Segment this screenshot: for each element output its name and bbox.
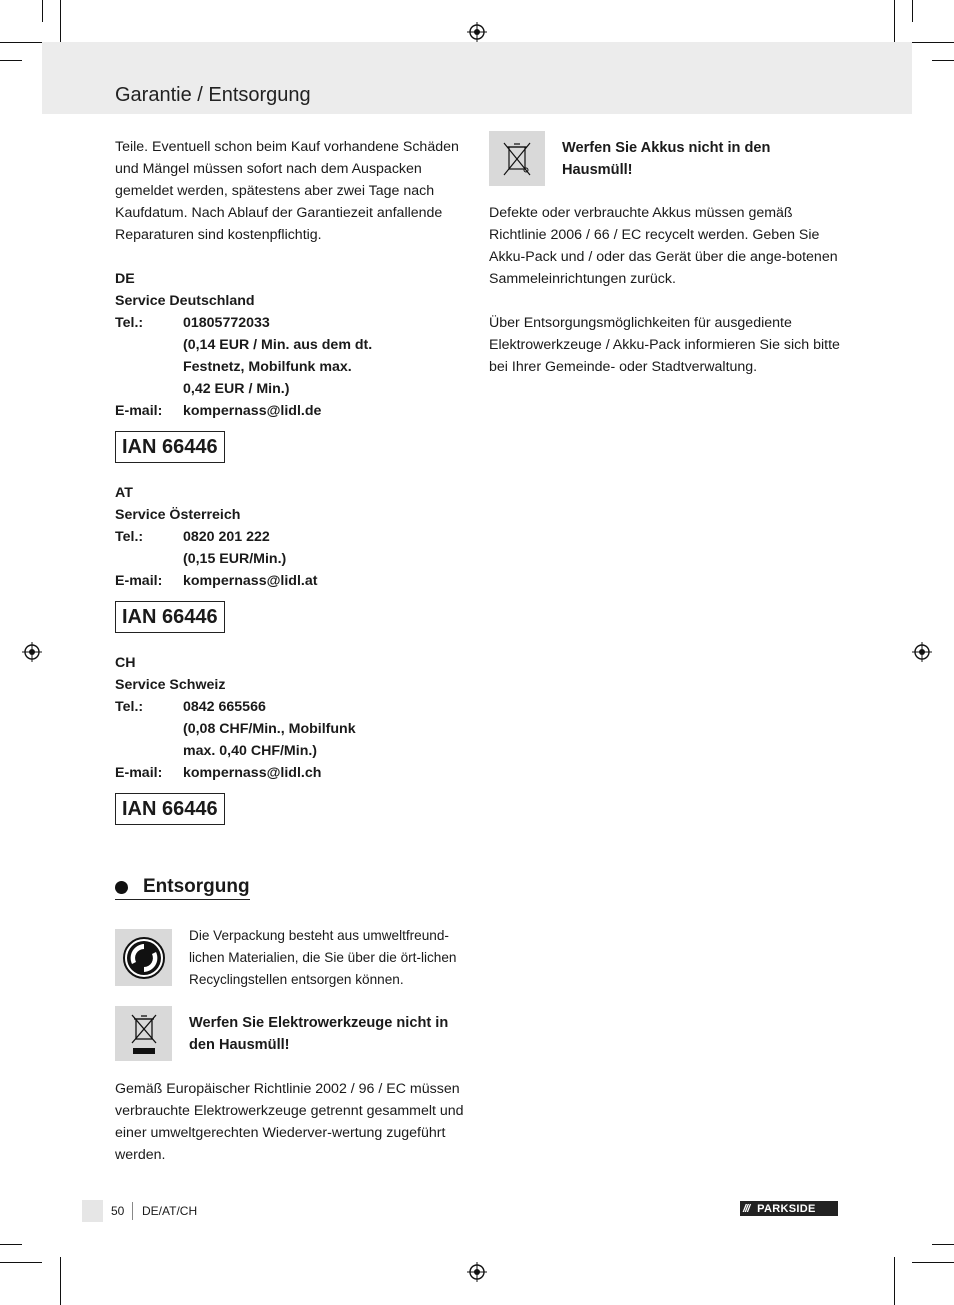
tel-row — [115, 526, 467, 570]
service-name: Service Schweiz — [115, 677, 226, 693]
country-code: DE — [115, 271, 135, 287]
email-row — [115, 570, 467, 592]
ian-box: IAN 66446 — [115, 601, 225, 633]
tel-line: (0,15 EUR/Min.) — [183, 551, 287, 567]
email-label: E-mail: — [115, 403, 163, 419]
registration-mark-icon — [467, 22, 487, 42]
service-block-ch — [115, 652, 467, 784]
right-column — [489, 202, 841, 378]
battery-weee-icon-box — [489, 131, 545, 186]
tel-values — [183, 696, 356, 762]
email-address: kompernass@lidl.de — [183, 403, 322, 419]
akku-paragraph: Defekte oder verbrauchte Akkus müssen gemäß Richtlinie 2006 / 66 / EC recycelt werden. Geben Sie Akku-Pack und / oder das Gerät über die ange-botenen Sammeleinrichtungen zurück. — [489, 205, 838, 287]
crop-mark — [894, 0, 895, 48]
weee-icon-box — [115, 1006, 172, 1061]
crossed-out-bin-icon — [497, 137, 537, 181]
packaging-text: Die Verpackung besteht aus umweltfreund-lichen Materialien, die Sie über die ört-lichen Recyclingstellen entsorgen können. — [189, 928, 457, 987]
footer-divider — [132, 1202, 133, 1220]
tel-line: 0820 201 222 — [183, 529, 270, 545]
crop-mark — [60, 0, 61, 48]
crop-mark — [932, 60, 954, 61]
tel-line: Festnetz, Mobilfunk max. — [183, 359, 352, 375]
email-label: E-mail: — [115, 573, 163, 589]
crop-mark — [912, 0, 913, 22]
tel-row — [115, 312, 467, 400]
crop-mark — [0, 42, 42, 43]
crop-mark — [932, 1244, 954, 1245]
service-block-at — [115, 482, 467, 592]
page-number: 50 — [111, 1204, 125, 1218]
tel-line: (0,14 EUR / Min. aus dem dt. — [183, 337, 373, 353]
crop-mark — [42, 0, 43, 22]
tel-line: 01805772033 — [183, 315, 270, 331]
section-heading — [115, 876, 250, 900]
parkside-logo — [740, 1201, 838, 1216]
registration-mark-icon — [467, 1262, 487, 1282]
registration-mark-icon — [22, 642, 42, 662]
crossed-out-bin-icon — [124, 1011, 164, 1057]
tel-line: 0,42 EUR / Min.) — [183, 381, 290, 397]
crop-mark — [0, 1244, 22, 1245]
section-heading-text: Entsorgung — [143, 876, 250, 897]
tel-row — [115, 696, 467, 762]
intro-paragraph: Teile. Eventuell schon beim Kauf vorhandene Schäden und Mängel müssen sofort nach dem Auspacken gemeldet werden, spätestens aber zwei Tage nach Kaufdatum. Nach Ablauf der Garantiezeit anfallende Reparaturen sind kostenpflichtig. — [115, 139, 459, 243]
tel-line: max. 0,40 CHF/Min.) — [183, 743, 318, 759]
registration-mark-icon — [912, 642, 932, 662]
email-address: kompernass@lidl.ch — [183, 765, 322, 781]
page-number-box — [82, 1200, 103, 1222]
footer-language: DE/AT/CH — [142, 1204, 198, 1218]
email-row — [115, 762, 467, 784]
logo-text: PARKSIDE — [757, 1202, 816, 1215]
crop-mark — [0, 60, 22, 61]
warning-elektrowerkzeuge: Werfen Sie Elektrowerkzeuge nicht in den Hausmüll! — [189, 1015, 449, 1053]
email-label: E-mail: — [115, 765, 163, 781]
ian-box: IAN 66446 — [115, 431, 225, 463]
tel-line: 0842 665566 — [183, 699, 266, 715]
recycling-icon-box — [115, 929, 172, 986]
crop-mark — [894, 1257, 895, 1305]
tel-label: Tel.: — [115, 529, 144, 545]
country-code: CH — [115, 655, 136, 671]
green-dot-recycling-icon — [122, 936, 166, 980]
directive-paragraph: Gemäß Europäischer Richtlinie 2002 / 96 / EC müssen verbrauchte Elektrowerkzeuge getrennt gesammelt und einer umweltgerechten Wiederver-wertung zugeführt werden. — [115, 1081, 464, 1163]
tel-label: Tel.: — [115, 315, 144, 331]
service-block-de — [115, 268, 467, 422]
crop-mark — [60, 1257, 61, 1305]
logo-stripes: /// — [743, 1202, 750, 1215]
info-paragraph: Über Entsorgungsmöglichkeiten für ausgediente Elektrowerkzeuge / Akku-Pack informieren Sie sich bitte bei Ihrer Gemeinde- oder Stadtverwaltung. — [489, 315, 840, 375]
service-name: Service Deutschland — [115, 293, 255, 309]
page-title: Garantie / Entsorgung — [115, 84, 311, 106]
country-code: AT — [115, 485, 133, 501]
service-name: Service Österreich — [115, 507, 241, 523]
tel-line: (0,08 CHF/Min., Mobilfunk — [183, 721, 356, 737]
tel-values — [183, 312, 372, 400]
crop-mark — [0, 1262, 42, 1263]
email-row — [115, 400, 467, 422]
crop-mark — [912, 42, 954, 43]
tel-values — [183, 526, 286, 570]
left-column — [115, 136, 467, 823]
ian-box: IAN 66446 — [115, 793, 225, 825]
warning-akkus: Werfen Sie Akkus nicht in den Hausmüll! — [562, 140, 771, 178]
crop-mark — [912, 1262, 954, 1263]
email-address: kompernass@lidl.at — [183, 573, 318, 589]
tel-label: Tel.: — [115, 699, 144, 715]
bullet-icon — [115, 881, 128, 894]
